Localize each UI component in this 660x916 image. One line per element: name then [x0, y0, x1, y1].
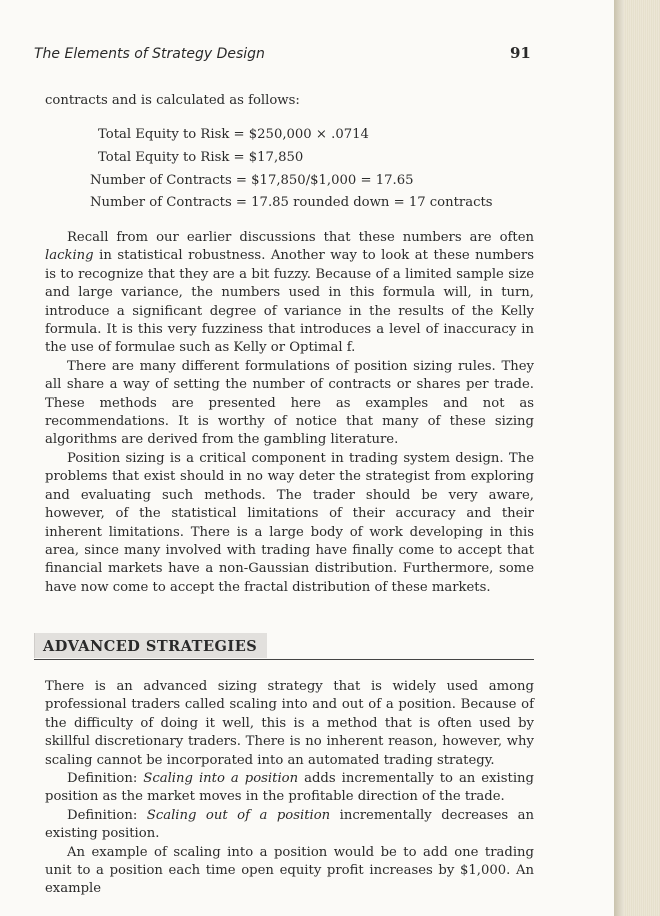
term-scaling-out: Scaling out of a position — [146, 807, 331, 823]
equation-block — [90, 124, 493, 215]
term-scaling-in: Scaling into a position — [143, 771, 299, 787]
equation-line: Number of Contracts = 17.85 rounded down = 17 contracts — [90, 195, 493, 211]
equation-line: Number of Contracts = $17,850/$1,000 = 17.65 — [90, 172, 414, 188]
body-section-2 — [45, 678, 534, 899]
page-edge-stack — [614, 0, 660, 916]
section-rule — [34, 659, 534, 660]
paragraph-scaling: There is an advanced sizing strategy that is widely used among professional traders called scaling into and out of a position. Because of the difficulty of doing it well, this is a method that is often used by skillful discretionary traders. There is no inherent reason, however, why scaling cannot be incorporated into an automated trading strategy. — [45, 679, 534, 768]
paragraph-robustness: Recall from our earlier discussions that these numbers are often lacking in statistical robustness. Another way to look at these numbers is to recognize that they are a bit fuzzy. Because of a limited sample size and large variance, the numbers used in this formula will, in turn, introduce a significant degree of variance in the results of the Kelly formula. It is this very fuzziness that introduces a level of inaccuracy in the use of formulae such as Kelly or Optimal f. — [45, 230, 534, 356]
intro-line — [45, 92, 534, 110]
paragraph-formulations: There are many different formulations of position sizing rules. They all share a way of setting the number of contracts or shares per trade. These methods are presented here as examples and not as recommendations. It is worthy of notice that many of these sizing algorithms are derived from the gambling literature. — [45, 358, 534, 448]
body-section-1 — [45, 229, 534, 597]
page-number: 91 — [510, 44, 531, 62]
paragraph-position-sizing: Position sizing is a critical component in trading system design. The problems that exist should in no way deter the strategist from exploring and evaluating such methods. The trader should be very aware, however, of the statistical limitations of their accuracy and their inherent limitations. There is a large body of work developing in this area, since many involved with trading have finally come to accept that financial markets have a non-Gaussian distribution. Furthermore, some have now come to accept the fractal distribution of these markets. — [45, 450, 534, 595]
section-heading: ADVANCED STRATEGIES — [34, 633, 267, 658]
paragraph-example: An example of scaling into a position would be to add one trading unit to a position each time open equity profit increases by $1,000. An example — [45, 844, 534, 897]
definition-scaling-in: Definition: Scaling into a position adds incrementally to an existing position as the market moves in the profitable direction of the trade. — [45, 771, 534, 805]
running-head: The Elements of Strategy Design — [34, 46, 265, 62]
equation-line: Total Equity to Risk = $17,850 — [98, 149, 304, 165]
emphasis-lacking: lacking — [45, 248, 94, 264]
equation-line: Total Equity to Risk = $250,000 × .0714 — [98, 127, 369, 142]
intro-text: contracts and is calculated as follows: — [45, 93, 300, 108]
definition-scaling-out: Definition: Scaling out of a position incrementally decreases an existing position. — [45, 807, 534, 842]
